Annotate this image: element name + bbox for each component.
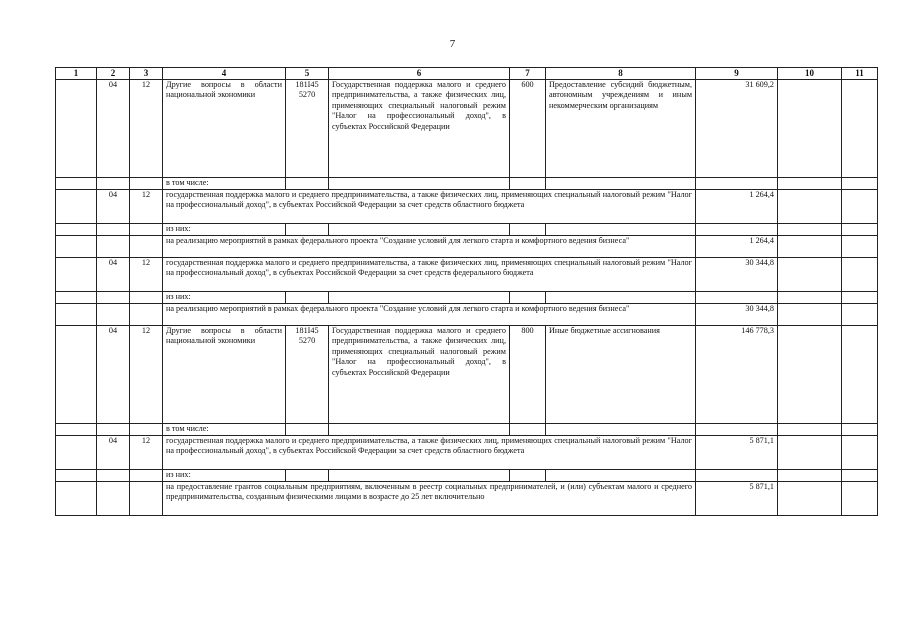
cell-subsection: 12 <box>130 80 163 178</box>
cell-col6 <box>329 470 510 482</box>
cell-col1 <box>56 80 97 178</box>
cell-target-article-name: Государственная поддержка малого и среднего предпринимательства, а также физических лиц, применяющих специальный налоговый режим "Налог на профессиональный доход", в субъектах Российской Федерации <box>329 80 510 178</box>
cell-col11 <box>842 304 878 326</box>
cell-subsection <box>130 236 163 258</box>
col-header-1: 1 <box>56 68 97 80</box>
cell-col11 <box>842 436 878 470</box>
cell-section: 04 <box>97 326 130 424</box>
cell-col10 <box>778 236 842 258</box>
cell-col8 <box>546 424 696 436</box>
cell-subsection <box>130 482 163 516</box>
cell-section: 04 <box>97 436 130 470</box>
table-row <box>56 326 878 424</box>
cell-col11 <box>842 236 878 258</box>
cell-col3 <box>130 470 163 482</box>
col-header-7: 7 <box>510 68 546 80</box>
cell-amount: 1 264,4 <box>696 190 778 224</box>
cell-col1 <box>56 304 97 326</box>
table-row <box>56 190 878 224</box>
cell-col10 <box>778 482 842 516</box>
cell-subsection: 12 <box>130 436 163 470</box>
cell-col1 <box>56 292 97 304</box>
cell-col8 <box>546 224 696 236</box>
cell-col11 <box>842 326 878 424</box>
cell-label: из них: <box>163 470 286 482</box>
cell-amount: 5 871,1 <box>696 482 778 516</box>
cell-col2 <box>97 224 130 236</box>
col-header-9: 9 <box>696 68 778 80</box>
cell-col8 <box>546 292 696 304</box>
cell-col7 <box>510 224 546 236</box>
cell-col10 <box>778 178 842 190</box>
cell-col11 <box>842 178 878 190</box>
col-header-3: 3 <box>130 68 163 80</box>
col-header-8: 8 <box>546 68 696 80</box>
col-header-6: 6 <box>329 68 510 80</box>
cell-col3 <box>130 178 163 190</box>
cell-description: государственная поддержка малого и среднего предпринимательства, а также физических лиц, применяющих специальный налоговый режим "Налог на профессиональный доход", в субъектах Российской Федерации за счет средств областного бюджета <box>163 436 696 470</box>
cell-col1 <box>56 470 97 482</box>
cell-amount: 5 871,1 <box>696 436 778 470</box>
cell-amount: 31 609,2 <box>696 80 778 178</box>
cell-section <box>97 304 130 326</box>
cell-expense-type-name: Предоставление субсидий бюджетным, автономным учреждениям и иным некоммерческим организациям <box>546 80 696 178</box>
cell-col7 <box>510 292 546 304</box>
table-row <box>56 258 878 292</box>
cell-col9 <box>696 470 778 482</box>
cell-col2 <box>97 470 130 482</box>
cell-col7 <box>510 424 546 436</box>
cell-amount: 1 264,4 <box>696 236 778 258</box>
cell-col1 <box>56 424 97 436</box>
cell-col11 <box>842 224 878 236</box>
cell-col6 <box>329 424 510 436</box>
col-header-5: 5 <box>286 68 329 80</box>
cell-col2 <box>97 178 130 190</box>
cell-col2 <box>97 292 130 304</box>
cell-subsection: 12 <box>130 326 163 424</box>
table-row <box>56 482 878 516</box>
table-row <box>56 304 878 326</box>
col-header-11: 11 <box>842 68 878 80</box>
cell-subsection: 12 <box>130 258 163 292</box>
cell-col1 <box>56 190 97 224</box>
col-header-2: 2 <box>97 68 130 80</box>
table-row <box>56 178 878 190</box>
cell-col11 <box>842 258 878 292</box>
cell-description: государственная поддержка малого и среднего предпринимательства, а также физических лиц, применяющих специальный налоговый режим "Налог на профессиональный доход", в субъектах Российской Федерации за счет средств областного бюджета <box>163 190 696 224</box>
cell-col10 <box>778 424 842 436</box>
cell-col10 <box>778 224 842 236</box>
cell-amount: 30 344,8 <box>696 304 778 326</box>
cell-section-name: Другие вопросы в области национальной экономики <box>163 80 286 178</box>
cell-col9 <box>696 178 778 190</box>
cell-amount: 146 778,3 <box>696 326 778 424</box>
cell-col9 <box>696 224 778 236</box>
cell-description: на реализацию мероприятий в рамках федерального проекта "Создание условий для легкого старта и комфортного ведения бизнеса" <box>163 236 696 258</box>
cell-col11 <box>842 190 878 224</box>
cell-col10 <box>778 190 842 224</box>
table-row <box>56 424 878 436</box>
table-row <box>56 236 878 258</box>
cell-col6 <box>329 292 510 304</box>
cell-col9 <box>696 292 778 304</box>
cell-col1 <box>56 326 97 424</box>
cell-col5 <box>286 178 329 190</box>
cell-amount: 30 344,8 <box>696 258 778 292</box>
cell-label: из них: <box>163 292 286 304</box>
cell-col3 <box>130 224 163 236</box>
cell-description: государственная поддержка малого и среднего предпринимательства, а также физических лиц, применяющих специальный налоговый режим "Налог на профессиональный доход", в субъектах Российской Федерации за счет средств федерального бюджета <box>163 258 696 292</box>
cell-col10 <box>778 470 842 482</box>
cell-col11 <box>842 292 878 304</box>
cell-section: 04 <box>97 80 130 178</box>
table-row <box>56 80 878 178</box>
col-header-4: 4 <box>163 68 286 80</box>
page-number: 7 <box>449 38 456 50</box>
cell-expense-type: 600 <box>510 80 546 178</box>
cell-description: на предоставление грантов социальным предприятиям, включенным в реестр социальных предпринимателей, и (или) субъектам малого и среднего предпринимательства, созданным физическими лицами в возрасте до 25 лет включительно <box>163 482 696 516</box>
cell-target-article: 181I45 5270 <box>286 326 329 424</box>
cell-col8 <box>546 178 696 190</box>
cell-label: в том числе: <box>163 424 286 436</box>
table-row <box>56 470 878 482</box>
cell-col11 <box>842 424 878 436</box>
cell-col2 <box>97 424 130 436</box>
cell-col6 <box>329 224 510 236</box>
col-header-10: 10 <box>778 68 842 80</box>
cell-section-name: Другие вопросы в области национальной экономики <box>163 326 286 424</box>
cell-section <box>97 236 130 258</box>
cell-col9 <box>696 424 778 436</box>
cell-subsection <box>130 304 163 326</box>
cell-section: 04 <box>97 258 130 292</box>
table-row <box>56 436 878 470</box>
cell-col10 <box>778 80 842 178</box>
cell-col5 <box>286 292 329 304</box>
cell-col3 <box>130 424 163 436</box>
cell-col1 <box>56 178 97 190</box>
cell-col5 <box>286 424 329 436</box>
cell-col1 <box>56 224 97 236</box>
cell-col10 <box>778 304 842 326</box>
cell-expense-type: 800 <box>510 326 546 424</box>
cell-col11 <box>842 80 878 178</box>
cell-col10 <box>778 258 842 292</box>
cell-col5 <box>286 470 329 482</box>
cell-col11 <box>842 482 878 516</box>
cell-target-article-name: Государственная поддержка малого и среднего предпринимательства, а также физических лиц, применяющих специальный налоговый режим "Налог на профессиональный доход", в субъектах Российской Федерации <box>329 326 510 424</box>
cell-col1 <box>56 236 97 258</box>
cell-col7 <box>510 470 546 482</box>
cell-col6 <box>329 178 510 190</box>
cell-col10 <box>778 326 842 424</box>
cell-section: 04 <box>97 190 130 224</box>
header-row <box>56 68 878 80</box>
cell-col10 <box>778 436 842 470</box>
cell-col1 <box>56 482 97 516</box>
cell-col5 <box>286 224 329 236</box>
cell-label: в том числе: <box>163 178 286 190</box>
cell-subsection: 12 <box>130 190 163 224</box>
table-row <box>56 292 878 304</box>
cell-label: из них: <box>163 224 286 236</box>
cell-col8 <box>546 470 696 482</box>
cell-col3 <box>130 292 163 304</box>
cell-col11 <box>842 470 878 482</box>
cell-col10 <box>778 292 842 304</box>
cell-section <box>97 482 130 516</box>
table-row <box>56 224 878 236</box>
cell-expense-type-name: Иные бюджетные ассигнования <box>546 326 696 424</box>
cell-col1 <box>56 436 97 470</box>
cell-col1 <box>56 258 97 292</box>
cell-description: на реализацию мероприятий в рамках федерального проекта "Создание условий для легкого старта и комфортного ведения бизнеса" <box>163 304 696 326</box>
cell-col7 <box>510 178 546 190</box>
cell-target-article: 181I45 5270 <box>286 80 329 178</box>
budget-table <box>55 67 878 516</box>
